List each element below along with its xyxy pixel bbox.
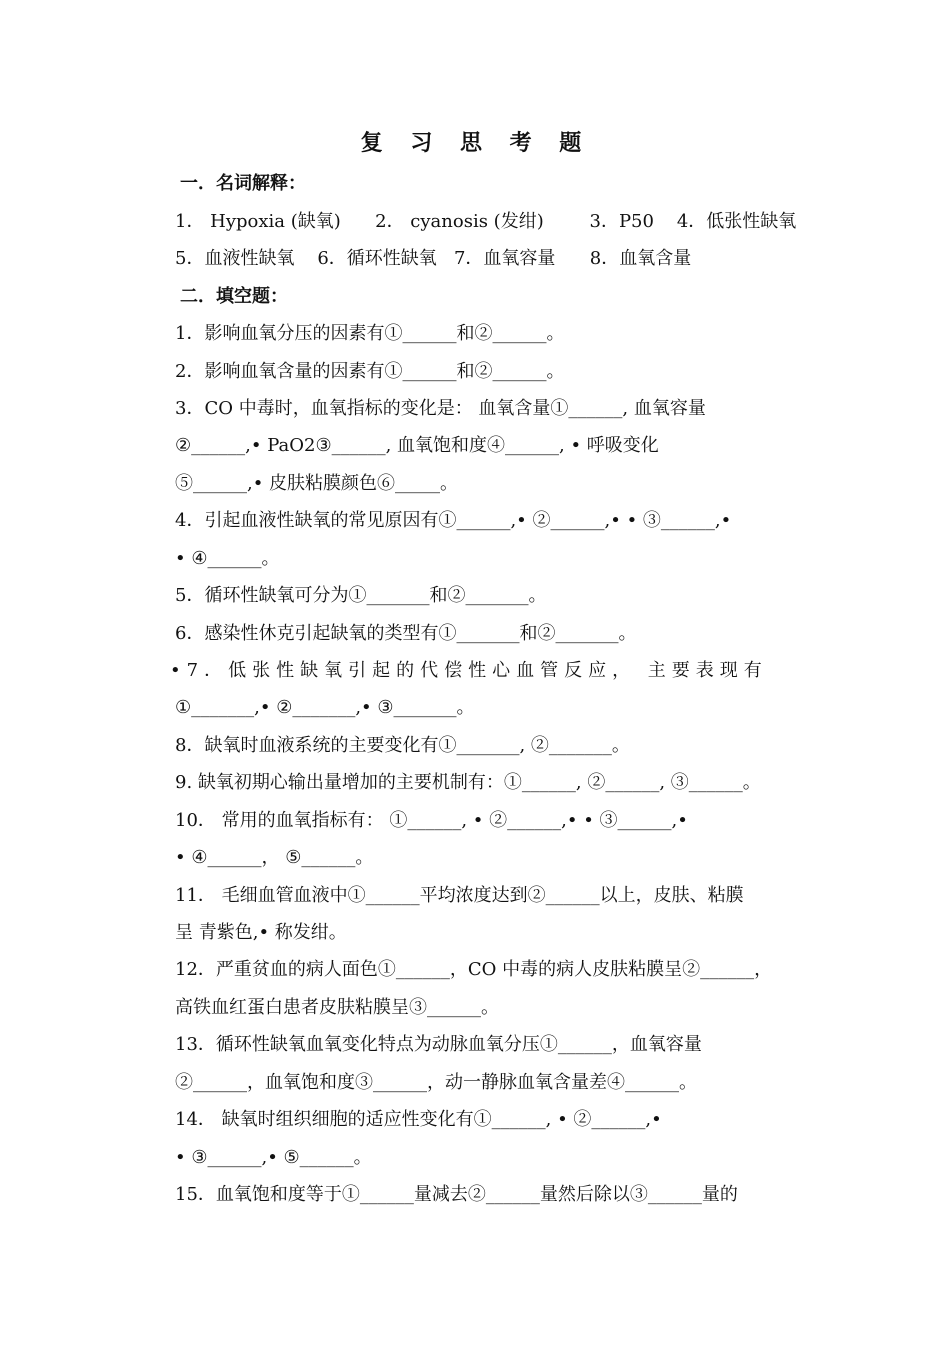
question-line: 4．引起血液性缺氧的常见原因有①______,• ②______,• • ③______,• <box>175 510 732 531</box>
question-line: ⑤______,• 皮肤粘膜颜色⑥_____。 <box>175 473 459 494</box>
question-line: ①_______,• ②_______,• ③_______。 <box>175 697 475 718</box>
term-line-1: 1． Hypoxia (缺氧) 2． cyanosis (发绀) 3．P50 4．低张性缺氧 <box>175 211 797 232</box>
question-line: 9. 缺氧初期心输出量增加的主要机制有：①______, ②______, ③______。 <box>175 772 761 793</box>
question-line: 14． 缺氧时组织细胞的适应性变化有①______, • ②______,• <box>175 1109 662 1130</box>
question-line: 15．血氧饱和度等于①______量减去②______量然后除以③______量的 <box>175 1184 738 1205</box>
question-line: 5．循环性缺氧可分为①_______和②_______。 <box>175 585 547 606</box>
section1-heading: 一．名词解释： <box>180 173 306 194</box>
question-line: •7．低张性缺氧引起的代偿性心血管反应， 主要表现有 <box>170 660 768 681</box>
question-line: 6．感染性休克引起缺氧的类型有①_______和②_______。 <box>175 623 637 644</box>
section2-heading: 二．填空题： <box>180 286 288 307</box>
question-line: ②______,• PaO2③______, 血氧饱和度④______, • 呼吸变化 <box>175 435 659 456</box>
question-line: 高铁血红蛋白患者皮肤粘膜呈③______。 <box>175 997 499 1018</box>
question-line: 12．严重贫血的病人面色①______，CO 中毒的病人皮肤粘膜呈②______， <box>175 959 773 980</box>
question-line: 10． 常用的血氧指标有： ①______, • ②______,• • ③______,• <box>175 810 688 831</box>
question-line: 2．影响血氧含量的因素有①______和②______。 <box>175 361 565 382</box>
question-line: 8．缺氧时血液系统的主要变化有①_______, ②_______。 <box>175 735 630 756</box>
question-line: 3．CO 中毒时，血氧指标的变化是： 血氧含量①______, 血氧容量 <box>175 398 706 419</box>
question-line: • ④______， ⑤______。 <box>175 847 374 868</box>
question-line: ②______，血氧饱和度③______，动一静脉血氧含量差④______。 <box>175 1072 697 1093</box>
question-line: • ④______。 <box>175 548 280 569</box>
page-title: 复 习 思 考 题 <box>360 130 592 156</box>
term-line-2: 5．血液性缺氧 6．循环性缺氧 7．血氧容量 8．血氧含量 <box>175 248 692 269</box>
question-line: 11． 毛细血管血液中①______平均浓度达到②______以上，皮肤、粘膜 <box>175 885 744 906</box>
question-line: • ③______,• ⑤______。 <box>175 1147 372 1168</box>
question-line: 1．影响血氧分压的因素有①______和②______。 <box>175 323 565 344</box>
question-line: 13．循环性缺氧血氧变化特点为动脉血氧分压①______，血氧容量 <box>175 1034 702 1055</box>
question-line: 呈 青紫色,• 称发绀。 <box>175 922 347 943</box>
